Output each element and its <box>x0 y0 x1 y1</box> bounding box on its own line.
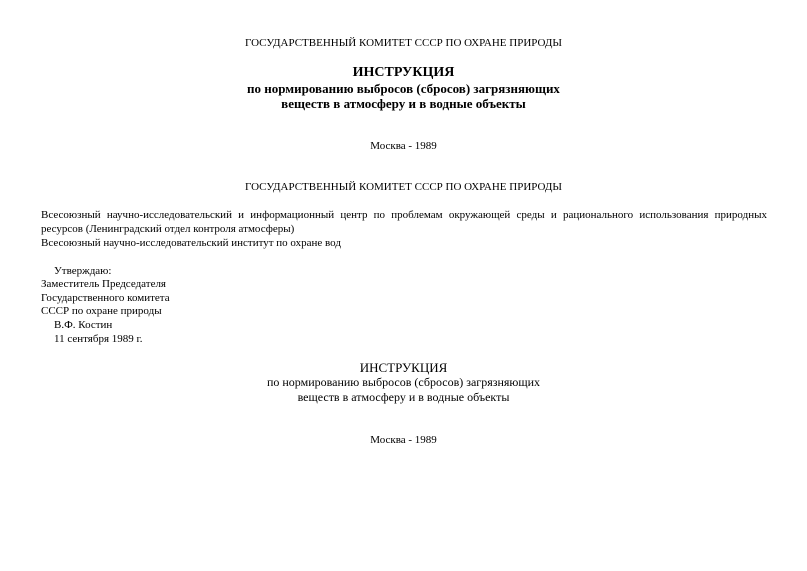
title-page-subtitle-line2: веществ в атмосферу и в водные объекты <box>297 390 510 404</box>
approval-line-1: Заместитель Председателя <box>41 278 166 290</box>
organization-2: Всесоюзный научно-исследовательский институт по охране вод <box>41 237 341 249</box>
cover-place-year: Москва - 1989 <box>370 140 437 152</box>
approval-signer: В.Ф. Костин <box>54 319 113 331</box>
approval-line-3: СССР по охране природы <box>41 305 162 317</box>
title-page-subtitle-line1: по нормированию выбросов (сбросов) загрязняющих <box>266 375 541 389</box>
title-page-committee: ГОСУДАРСТВЕННЫЙ КОМИТЕТ СССР ПО ОХРАНЕ ПРИРОДЫ <box>244 181 563 193</box>
cover-subtitle-line2: веществ в атмосферу и в водные объекты <box>281 96 526 111</box>
title-page-place-year: Москва - 1989 <box>370 434 437 446</box>
organization-1: Всесоюзный научно-исследовательский и информационный центр по проблемам окружающей среды и рационального использования природных ресурсов (Ленинградский отдел контроля атмосферы) <box>41 209 767 235</box>
approval-line-2: Государственного комитета <box>41 292 170 304</box>
approval-date: 11 сентября 1989 г. <box>54 333 143 345</box>
cover-committee: ГОСУДАРСТВЕННЫЙ КОМИТЕТ СССР ПО ОХРАНЕ ПРИРОДЫ <box>244 37 563 49</box>
title-page-title: ИНСТРУКЦИЯ <box>359 360 448 375</box>
approval-heading: Утверждаю: <box>54 265 112 277</box>
cover-title: ИНСТРУКЦИЯ <box>352 65 455 80</box>
cover-subtitle-line1: по нормированию выбросов (сбросов) загрязняющих <box>247 81 560 96</box>
